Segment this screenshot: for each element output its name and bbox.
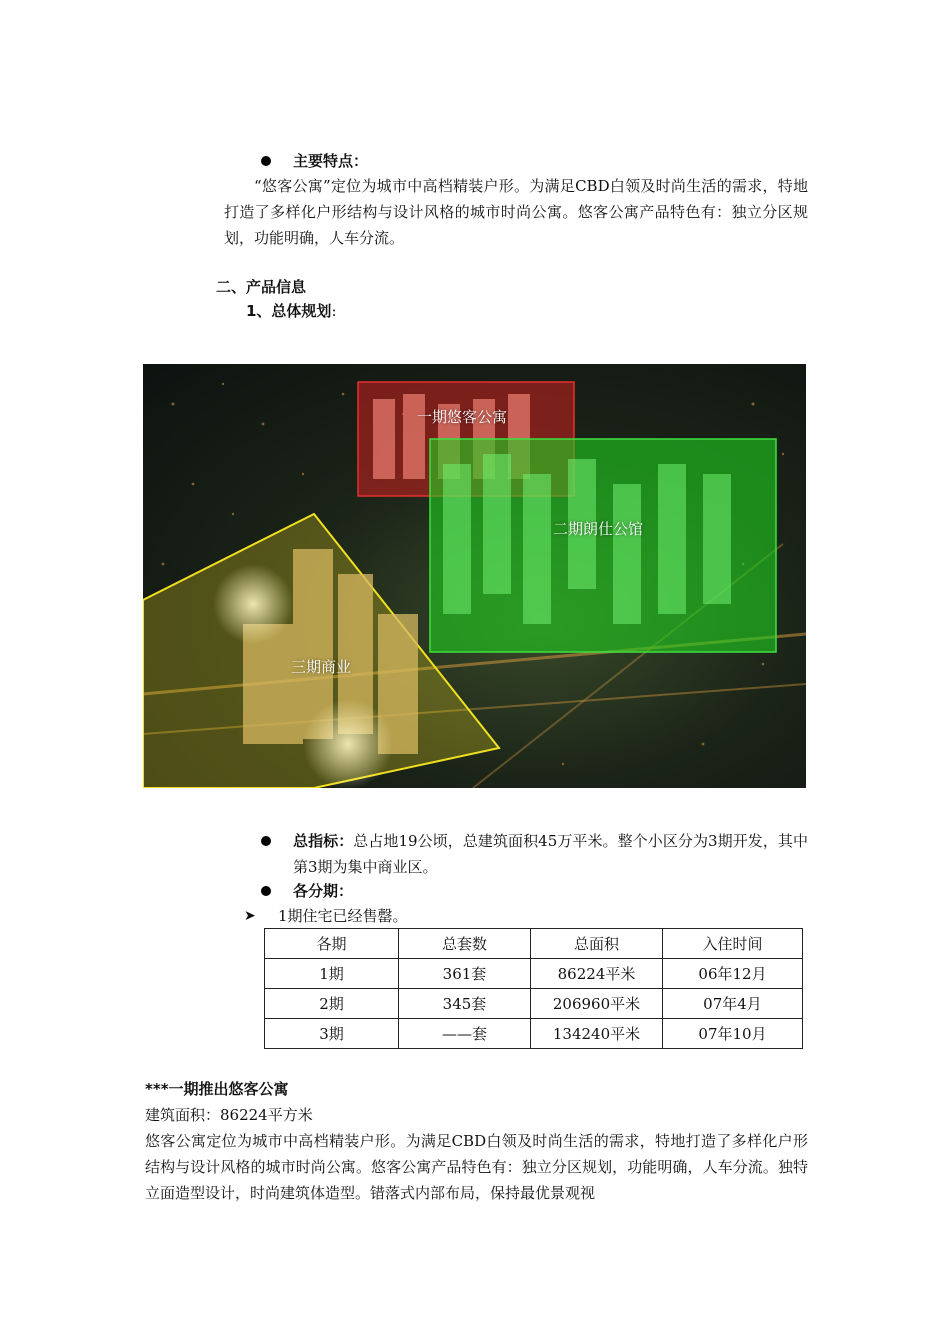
master-plan-image [143, 364, 806, 788]
table-cell: 07年10月 [663, 1019, 803, 1049]
table-cell: 361套 [399, 959, 531, 989]
aerial-render [143, 364, 806, 788]
table-cell: 86224平米 [531, 959, 663, 989]
phase1-label: 一期悠客公寓 [417, 408, 508, 426]
subsection-heading [246, 298, 337, 324]
subsection-title: 1、总体规划 [246, 302, 332, 320]
indicators-text: 总占地19公顷，总建筑面积45万平米。整个小区分为3期开发，其中第3期为集中商业区。 [293, 832, 808, 876]
table-row [265, 989, 803, 1019]
arrow-item-text: 1期住宅已经售罄。 [278, 907, 408, 925]
table-cell: 206960平米 [531, 989, 663, 1019]
table-header-row [265, 929, 803, 959]
phase3-label: 三期商业 [291, 658, 352, 676]
table-cell: 345套 [399, 989, 531, 1019]
bullet-icon [261, 836, 271, 846]
launch-paragraph: 悠客公寓定位为城市中高档精装户形。为满足CBD白领及时尚生活的需求，特地打造了多样化户形结构与设计风格的城市时尚公寓。悠客公寓产品特色有：独立分区规划，功能明确，人车分流。独特立面造型设计，时尚建筑体造型。错落式内部布局，保持最优景观视 [145, 1132, 808, 1202]
table-cell: 2期 [265, 989, 399, 1019]
table-cell: 1期 [265, 959, 399, 989]
arrow-icon: ➤ [244, 908, 256, 924]
table-header-cell: 总面积 [531, 929, 663, 959]
table-header-cell: 总套数 [399, 929, 531, 959]
bullet-icon [261, 156, 271, 166]
features-paragraph: “悠客公寓”定位为城市中高档精装户形。为满足CBD白领及时尚生活的需求，特地打造了多样化户形结构与设计风格的城市时尚公寓。悠客公寓产品特色有：独立分区规划，功能明确，人车分流。 [224, 177, 808, 247]
table-cell: 07年4月 [663, 989, 803, 1019]
bullet-icon [261, 886, 271, 896]
section-heading: 二、产品信息 [216, 278, 307, 296]
launch-area: 建筑面积：86224平方米 [145, 1106, 313, 1124]
table-row [265, 959, 803, 989]
table-row [265, 1019, 803, 1049]
launch-heading: ***一期推出悠客公寓 [145, 1080, 289, 1098]
table-cell: ——套 [399, 1019, 531, 1049]
phase2-label: 二期朗仕公馆 [553, 520, 644, 538]
indicators-paragraph [293, 828, 808, 880]
table-cell: 06年12月 [663, 959, 803, 989]
indicators-label: 总指标： [293, 832, 354, 850]
table-cell: 3期 [265, 1019, 399, 1049]
table-header-cell: 入住时间 [663, 929, 803, 959]
subsection-colon: : [331, 302, 337, 320]
phase-table [264, 928, 803, 1049]
table-header-cell: 各期 [265, 929, 399, 959]
features-heading: 主要特点： [293, 152, 369, 170]
phases-label: 各分期： [293, 882, 354, 900]
table-cell: 134240平米 [531, 1019, 663, 1049]
